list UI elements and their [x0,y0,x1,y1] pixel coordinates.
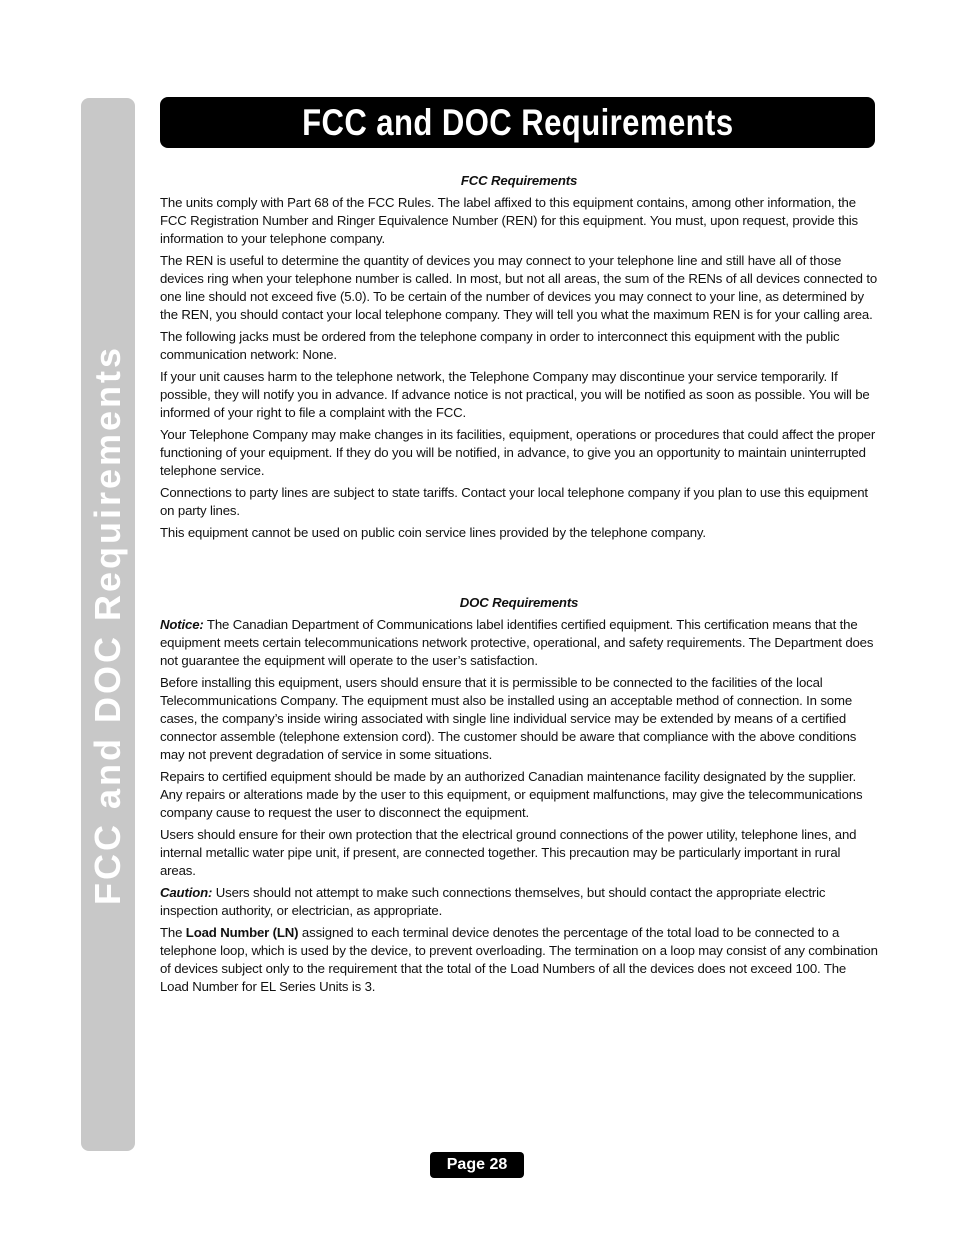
caution-text: Users should not attempt to make such connections themselves, but should contact the appropriate electric inspection authority, or electrician, as appropriate. [160,885,826,918]
page-number-badge [430,1152,524,1178]
fcc-paragraph: Your Telephone Company may make changes in its facilities, equipment, operations or procedures that could affect the proper functioning of your equipment. If they do you will be notified, in advance, to give you an opportunity to maintain uninterrupted telephone service. [160,427,876,478]
caution-label: Caution: [160,885,213,900]
fcc-paragraph: If your unit causes harm to the telephone network, the Telephone Company may discontinue your service temporarily. If possible, they will notify you in advance. If advance notice is not practical, you will be notified as soon as possible. You will be informed of your right to file a complaint with the FCC. [160,369,870,420]
fcc-paragraph: This equipment cannot be used on public coin service lines provided by the telephone company. [160,525,706,540]
notice-text: The Canadian Department of Communications label identifies certified equipment. This certification means that the equipment meets certain telecommunications network protective, operational, and safety requirements. The Department does not guarantee the equipment will operate to the user’s satisfaction. [160,617,874,668]
fcc-paragraph: The units comply with Part 68 of the FCC Rules. The label affixed to this equipment contains, among other information, the FCC Registration Number and Ringer Equivalence Number (REN) for this equipment. You must, upon request, provide this information to your telephone company. [160,195,859,246]
doc-section [160,594,878,996]
doc-paragraph: Users should ensure for their own protection that the electrical ground connections of the power utility, telephone lines, and internal metallic water pipe unit, if present, are connected together. This precaution may be particularly important in rural areas. [160,827,857,878]
caution-paragraph [160,884,878,920]
main-content [160,172,878,1000]
load-number-term: Load Number (LN) [185,925,299,940]
notice-paragraph [160,616,878,670]
load-number-paragraph [160,924,878,996]
doc-paragraph: Repairs to certified equipment should be made by an authorized Canadian maintenance facility designated by the supplier. Any repairs or alterations made by the user to this equipment, or equipment malfunctions, may give the telecommunications company cause to request the user to disconnect the equipment. [160,769,863,820]
title-bar [160,97,875,148]
doc-heading: DOC Requirements [459,595,579,610]
fcc-paragraph: The following jacks must be ordered from the telephone company in order to interconnect this equipment with the public communication network: None. [160,329,840,362]
fcc-paragraph: The REN is useful to determine the quantity of devices you may connect to your telephone line and still have all of those devices ring when your telephone number is called. In most, but not all areas, the sum of the RENs of all devices connected to one line should not exceed five (5.0). To be certain of the number of devices you may connect to your line, as determined by the REN, you should contact your local telephone company. They will tell you what the maximum REN is for your calling area. [160,253,878,322]
fcc-section [160,172,878,542]
fcc-heading: FCC Requirements [460,173,578,188]
section-spacer [160,546,878,594]
page-number: Page 28 [446,1156,508,1173]
fcc-paragraph: Connections to party lines are subject to state tariffs. Contact your local telephone company if you plan to use this equipment on party lines. [160,485,868,518]
load-number-text: assigned to each terminal device denotes the percentage of the total load to be connected to a telephone loop, which is used by the device, to prevent overloading. The termination on a loop may consist of any combination of devices subject only to the requirement that the total of the Load Numbers of all the devices does not exceed 100. The Load Number for EL Series Units is 3. [160,925,878,994]
notice-label: Notice: [160,617,204,632]
side-tab-label: FCC and DOC Requirements [87,344,128,905]
page-title: FCC and DOC Requirements [301,101,734,143]
load-prefix: The [160,925,186,940]
side-tab [81,98,135,1151]
doc-paragraph: Before installing this equipment, users should ensure that it is permissible to be connected to the facilities of the local Telecommunications Company. The equipment must also be installed using an acceptable method of connection. In some cases, the company’s inside wiring associated with single line individual service may be extended by means of a certified connector assemble (telephone extension cord). The customer should be aware that compliance with the above conditions may not prevent degradation of service in some situations. [160,675,857,762]
